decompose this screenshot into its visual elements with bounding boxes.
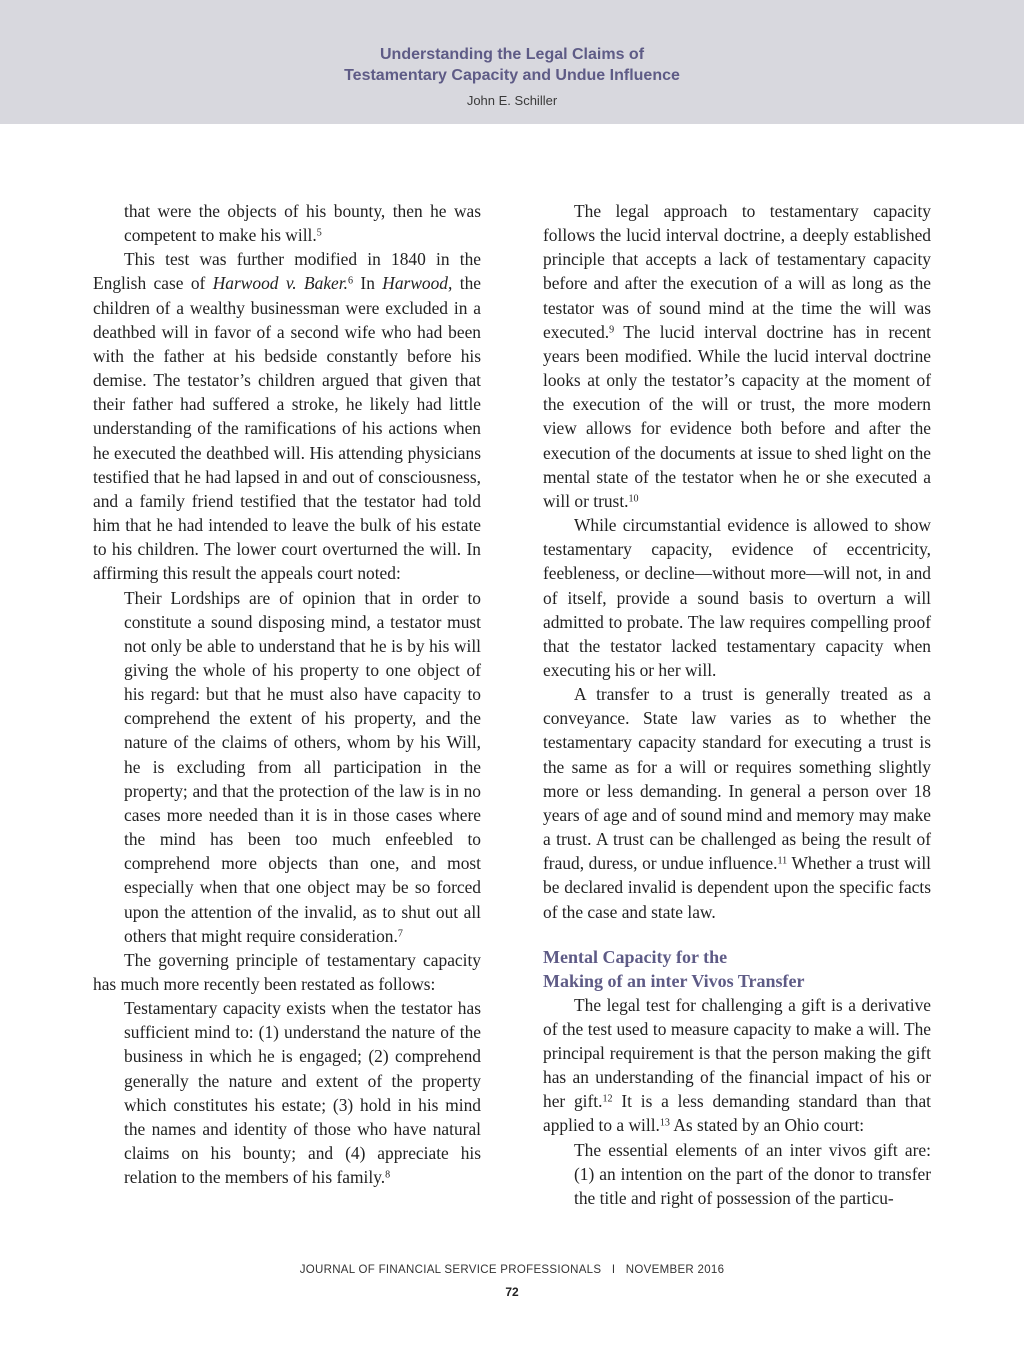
footnote-ref: 9	[609, 324, 615, 336]
paragraph-text: As stated by an Ohio court:	[669, 1115, 865, 1136]
paragraph	[93, 948, 481, 996]
footnote-ref: 6	[347, 275, 354, 287]
paragraph	[93, 247, 481, 585]
case-name: Harwood,	[382, 273, 453, 294]
paragraph	[543, 993, 931, 1138]
paragraph-text: While circumstantial evidence is allowed to show testamentary capacity, evidence of eccentricity, feebleness, or decline—without more—will not, in and of itself, provide a sound basis to overturn a will admitted to probate. The law requires compelling proof that the testator lacked testamentary capacity when executing his or her will.	[543, 515, 931, 680]
quote-text: Testamentary capacity exists when the testator has sufficient mind to: (1) understand the nature of the business in which he is engaged; (2) comprehend generally the nature and extent of the property which constitutes his estate; (3) hold in his mind the names and identity of those who have natural claims on his bounty; and (4) appreciate his relation to the members of his family.	[124, 998, 481, 1188]
case-citation: Harwood v. Baker.	[212, 273, 348, 294]
footnote-ref: 7	[397, 928, 403, 940]
paragraph-text: This test was further modified in 1840 in the English case of	[93, 249, 481, 294]
paragraph	[543, 682, 931, 924]
paragraph-text: The legal test for challenging a gift is a derivative of the test used to measure capacity to make a will. The principal requirement is that the person making the gift has an understanding of the financial impact of his or her gift.	[543, 994, 931, 1112]
paragraph-text: It is a less demanding standard than that applied to a will.	[543, 1091, 931, 1136]
paragraph-text: Whether a trust will be declared invalid is dependent upon the specific facts of the case and state law.	[543, 853, 931, 922]
quote-text: Their Lordships are of opinion that in order to constitute a sound disposing mind, a testator must not only be able to understand that he is by his will giving the whole of his property to one object of his regard: but that he must also have capacity to comprehend the extent of his property, and the nature of the claims of others, whom by his Will, he is excluding from all participation in the property; and that the protection of the law is in no cases more needed than it is in those cases where the mind has been too much enfeebled to comprehend more objects than one, and most especially when that one object may be so forced upon the attention of the invalid, as to shut out all others that might require consideration.	[124, 587, 481, 946]
paragraph-text: the children of a wealthy businessman were excluded in a deathbed will in favor of a second wife who had been with the father at his bedside constantly before his demise. The testator’s children argued that given that their father had suffered a stroke, he likely had little understanding of the ramifications of his actions when he executed the deathbed will. His attending physicians testified that he had lapsed in and out of consciousness, and a family friend testified that the testator had told him that he had intended to leave the bulk of his estate to his children. The lower court overturned the will. In affirming this result the appeals court noted:	[93, 273, 482, 584]
paragraph	[543, 513, 931, 682]
article-title-line1: Understanding the Legal Claims of	[379, 46, 645, 63]
page-number: 72	[505, 1285, 519, 1299]
section-heading-line1: Mental Capacity for the	[543, 946, 728, 967]
journal-footer: JOURNAL OF FINANCIAL SERVICE PROFESSIONALS I NOVEMBER 2016	[299, 1264, 725, 1276]
section-heading	[543, 945, 931, 993]
footnote-ref: 13	[659, 1117, 670, 1129]
footnote-ref: 11	[777, 855, 788, 867]
block-quote	[574, 1138, 931, 1210]
block-quote	[124, 586, 481, 948]
paragraph-text: In	[353, 273, 383, 294]
footnote-ref: 8	[385, 1169, 391, 1181]
article-author: John E. Schiller	[466, 93, 558, 108]
paragraph-text: The legal approach to testamentary capacity follows the lucid interval doctrine, a deeply established principle that accepts a lack of testamentary capacity before and after the execution of a will as long as the testator was of sound mind at the time the will was executed.	[543, 201, 931, 342]
paragraph-text: The governing principle of testamentary capacity has much more recently been restated as follows:	[93, 949, 481, 994]
footnote-ref: 10	[628, 493, 639, 505]
right-column	[543, 199, 931, 1210]
left-column	[93, 199, 481, 1189]
article-title-line2: Testamentary Capacity and Undue Influence	[344, 67, 680, 84]
paragraph	[93, 199, 481, 247]
running-header	[0, 0, 1024, 124]
paragraph-text: that were the objects of his bounty, then he was competent to make his will.	[124, 201, 481, 246]
article-title	[0, 44, 1024, 86]
paragraph-text: The lucid interval doctrine has in recent years been modified. While the lucid interval doctrine looks at only the testator’s capacity at the moment of the execution of the will or trust, the more modern view allows for evidence both before and after the execution of the documents at issue to shed light on the mental state of the testator when he or she executed a will or trust.	[543, 321, 931, 511]
footnote-ref: 12	[602, 1093, 613, 1105]
block-quote	[124, 996, 481, 1189]
quote-text: The essential elements of an inter vivos gift are: (1) an intention on the part of the donor to transfer the title and right of possession of the particu-	[574, 1139, 931, 1208]
paragraph	[543, 199, 931, 513]
section-heading-line2: Making of an inter Vivos Transfer	[543, 970, 805, 991]
paragraph-text: A transfer to a trust is generally treated as a conveyance. State law varies as to whether the testamentary capacity standard for executing a trust is the same as for a will or requires something slightly more or less demanding. In general a person over 18 years of age and of sound mind and memory may make a trust. A trust can be challenged as being the result of fraud, duress, or undue influence.	[543, 684, 931, 874]
footnote-ref: 5	[316, 227, 322, 239]
